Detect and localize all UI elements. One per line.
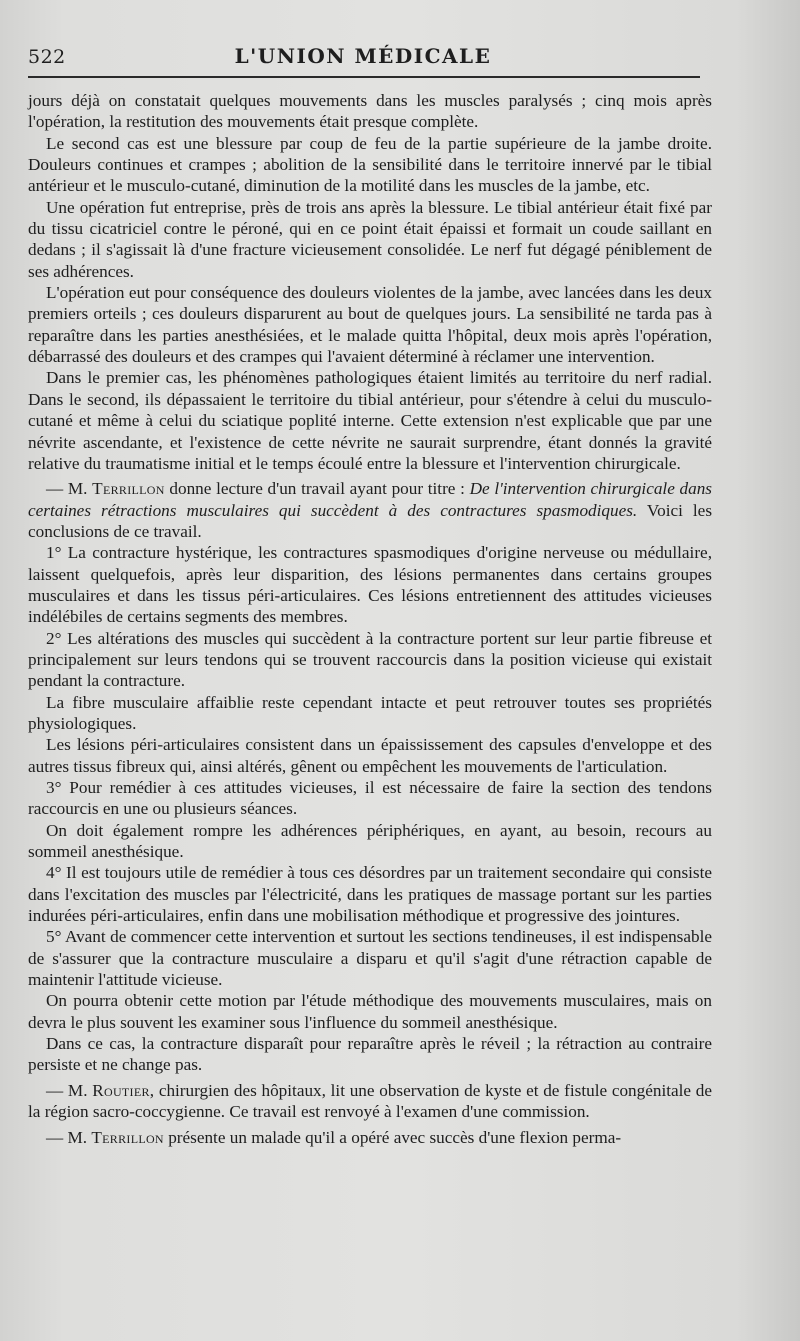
speaker-name: Terrillon: [91, 1127, 164, 1147]
body-text: [28, 90, 712, 1148]
speaker-name: Terrillon: [92, 479, 165, 499]
dash-speaker: — M.: [46, 479, 88, 499]
terrillon-last-paragraph: [28, 1127, 712, 1148]
conclusion-paragraph: On doit également rompre les adhérences périphériques, en ayant, au besoin, recours au sommeil anesthésique.: [28, 820, 712, 862]
intro-text: donne lecture d'un travail ayant pour titre :: [164, 479, 470, 499]
paragraph: jours déjà on constatait quelques mouvements dans les muscles paralysés ; cinq mois après l'opération, la restitution des mouvements était presque complète.: [28, 91, 712, 132]
dash-speaker: — M.: [46, 1127, 88, 1147]
paragraph: Dans le premier cas, les phénomènes pathologiques étaient limités au territoire du nerf radial. Dans le second, ils dépassaient le territoire du tibial antérieur, pour s'étendre à celui du musculo-cutané et même à celui du sciatique poplité interne. Cette extension n'est explicable que par une névrite ascendante, et l'existence de cette névrite ne saurait surprendre, étant donnés la gravité relative du traumatisme initial et le temps écoulé entre la blessure et l'intervention chirurgicale.: [28, 368, 712, 473]
conclusion-paragraph: 3° Pour remédier à ces attitudes vicieuses, il est nécessaire de faire la section des tendons raccourcis en une ou plusieurs séances.: [28, 778, 712, 819]
terrillon-last-text: présente un malade qu'il a opéré avec succès d'une flexion perma-: [163, 1127, 622, 1147]
running-header: [28, 40, 698, 70]
routier-paragraph: [28, 1080, 712, 1123]
routier-text: , chirurgien des hôpitaux, lit une observation de kyste et de fistule congénitale de la région sacro-coccygienne. Ce travail est renvoyé à l'examen d'une commission.: [28, 1080, 712, 1122]
conclusion-paragraph: 2° Les altérations des muscles qui succèdent à la contracture portent sur leur partie fibreuse et principalement sur leurs tendons qui se trouvent raccourcis dans la position vicieuse qui existait pendant la contracture.: [28, 628, 712, 691]
conclusion-paragraph: Les lésions péri-articulaires consistent dans un épaississement des capsules d'enveloppe et des autres tissus fibreux qui, ainsi altérés, gênent ou empêchent les mouvements de l'articulation.: [28, 735, 712, 776]
conclusion-paragraph: La fibre musculaire affaiblie reste cependant intacte et peut retrouver toutes ses propriétés physiologiques.: [28, 692, 712, 733]
paragraph: Une opération fut entreprise, près de trois ans après la blessure. Le tibial antérieur était fixé par du tissu cicatriciel contre le péroné, qui en ce point était épaissi et formait un coude saillant en dedans ; il s'agissait là d'une fracture vicieusement consolidée. Le nerf fut dégagé péniblement de ses adhérences.: [28, 197, 712, 281]
speaker-name: Routier: [92, 1080, 150, 1100]
dash-speaker: — M.: [46, 1080, 88, 1100]
terrillon-intro-paragraph: [28, 478, 712, 542]
conclusion-paragraph: 5° Avant de commencer cette intervention et surtout les sections tendineuses, il est indispensable de s'assurer que la contracture musculaire a disparu et qu'il s'agit d'une rétraction capable de maintenir l'attitude vicieuse.: [28, 927, 712, 990]
intro-text-end: Voici les conclusions de ce travail.: [28, 500, 713, 541]
conclusion-paragraph: On pourra obtenir cette motion par l'étude méthodique des mouvements musculaires, mais on devra le plus souvent les examiner sous l'influence du sommeil anesthésique.: [28, 991, 712, 1032]
conclusion-paragraph: Dans ce cas, la contracture disparaît pour reparaître après le réveil ; la rétraction au contraire persiste et ne change pas.: [28, 1034, 712, 1075]
conclusion-paragraph: 1° La contracture hystérique, les contractures spasmodiques d'origine nerveuse ou médullaire, laissent quelquefois, après leur disparition, des lésions permanentes dans certains groupes musculaires et dans les tissus péri-articulaires. Ces lésions entretiennent des attitudes vicieuses indélébiles de certains segments des membres.: [28, 543, 712, 627]
header-rule: [28, 76, 700, 78]
running-title: L'UNION MÉDICALE: [234, 44, 492, 68]
work-title: De l'intervention chirurgicale dans certaines rétractions musculaires qui succèdent à des contractures spasmodiques.: [28, 479, 712, 520]
paragraph: Le second cas est une blessure par coup de feu de la partie supérieure de la jambe droite. Douleurs continues et crampes ; abolition de la sensibilité dans le territoire innervé par le tibial antérieur et le musculo-cutané, diminution de la motilité dans les muscles de la jambe, etc.: [28, 133, 712, 196]
page-number: 522: [28, 46, 66, 68]
paragraph: L'opération eut pour conséquence des douleurs violentes de la jambe, avec lancées dans les deux premiers orteils ; ces douleurs disparurent au bout de quelques jours. La sensibilité ne tarda pas à reparaître dans les parties anesthésiées, et le malade quitta l'hôpital, deux mois après l'opération, débarrassé des douleurs et des crampes qui l'avaient déterminé à réclamer une intervention.: [28, 283, 712, 367]
conclusion-paragraph: 4° Il est toujours utile de remédier à tous ces désordres par un traitement secondaire qui consiste dans l'excitation des muscles par l'électricité, dans les pratiques de massage portant sur les parties indurées péri-articulaires, enfin dans une mobilisation méthodique et progressive des jointures.: [28, 863, 712, 926]
